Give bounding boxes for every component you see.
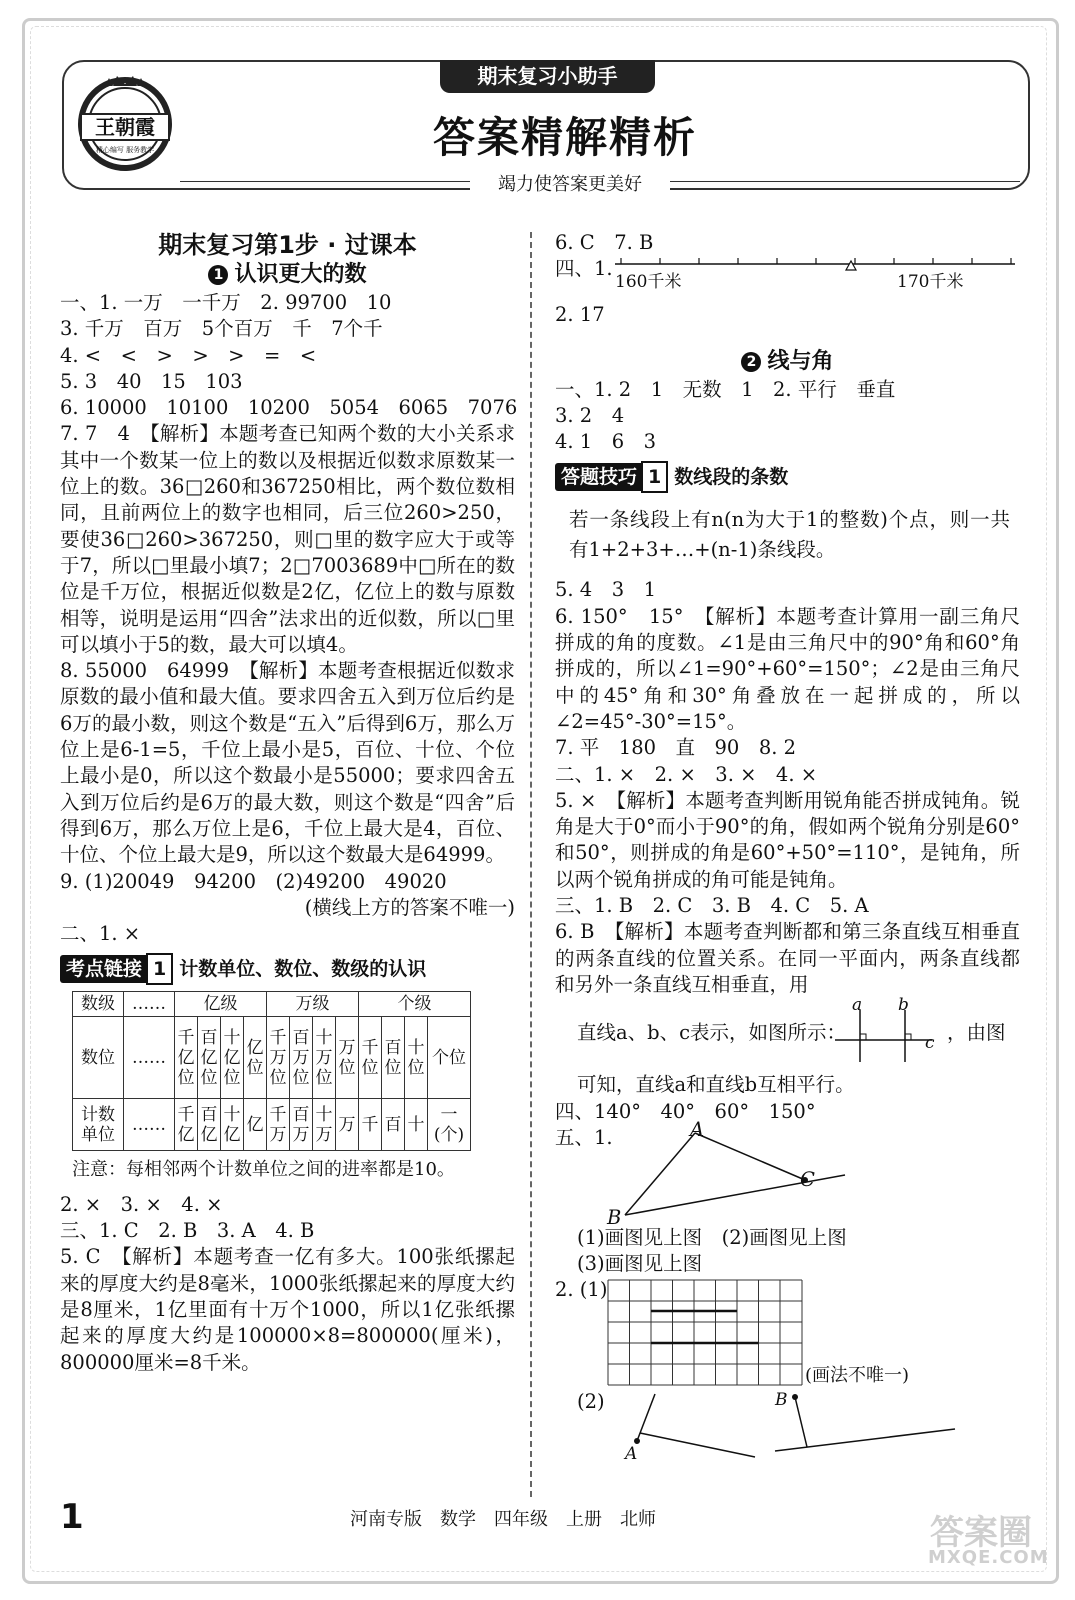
- answer-line: 7. 平 180 直 90 8. 2: [555, 736, 797, 760]
- table-note: 注意：每相邻两个计数单位之间的进率都是10。: [72, 1159, 455, 1181]
- answer-line: (3)画图见上图: [577, 1252, 703, 1276]
- subsection-title-2: 2 线与角: [555, 347, 1020, 377]
- watermark-url: MXQE.COM: [928, 1547, 1049, 1568]
- answer-q7: 7. 7 4 【解析】本题考查已知两个数的大小关系求其中一个数某一位上的数以及根据近似数求原数某一位上的数。36□260和367250相比，两个数位数相同，且前两位上的数字也相同，后三位260>250，要使36□260>367250，则□里的数字应大于或等于7，所以□里最小填7；2□7003689中□所在的数位是千万位，根据近似数是2亿，亿位上的数与原数相等，说明是运用“四舍”法求出的近似数，所以□里可以填小于5的数，最大可以填4。: [60, 422, 515, 656]
- parallel-lines-row: 直线a、b、c表示，如图所示： a b c ，由图: [555, 998, 1020, 1064]
- answer-line: 4. < < > > > = <: [60, 343, 317, 367]
- answer-line: 三、1. C 2. B 3. A 4. B: [60, 1219, 315, 1243]
- answer-line: 5. 4 3 1: [555, 578, 657, 602]
- answer-line: 2. × 3. × 4. ×: [60, 1192, 223, 1216]
- answer-line: 3. 2 4: [555, 403, 625, 427]
- answer-line: 二、1. ×: [60, 922, 141, 946]
- page-title: 答案精解精析: [432, 113, 697, 162]
- answer-q8: 8. 55000 64999 【解析】本题考查根据近似数求原数的最小值和最大值。要求四舍五入到万位后约是6万的最小数，则这个数是“五入”后得到6万，那么万位上是6-1=5，千位上最小是5，百位、十位、个位上最小是0，所以这个数最小是55000；要求四舍五入到万位后约是6万的最大数，则这个数是“四舍”后得到6万，那么万位上是6，千位上最大是4，百位、十位、个位上最大是9，所以这个数最大是64999。: [60, 659, 515, 867]
- perpendicular-row: (2) A B: [555, 1389, 1020, 1459]
- answer-q5: 5. × 【解析】本题考查判断用锐角能否拼成钝角。锐角是大于0°而小于90°的角，假如两个锐角分别是60°和50°，则拼成的角是60°+50°=110°，是钝角，所以两个锐角拼成的角可能是钝角。: [555, 788, 1020, 891]
- answer-line: 一、1. 一万 一千万 2. 99700 10: [60, 291, 392, 314]
- answer-q6b: 6. B 【解析】本题考查判断都和第三条直线互相垂直的两条直线的位置关系。在同一平面内，两条直线都和另外一条直线互相垂直，用: [555, 920, 1020, 996]
- answer-line: 4. 1 6 3: [555, 430, 657, 454]
- footer-text: 河南专版 数学 四年级 上册 北师: [350, 1509, 656, 1530]
- answer-line: 二、1. × 2. × 3. × 4. ×: [555, 762, 818, 786]
- page-number: 1: [60, 1497, 84, 1537]
- right-column: [555, 230, 1020, 1465]
- answer-line: 一、1. 2 1 无数 1 2. 平行 垂直: [555, 377, 896, 401]
- logo-subtext: 精心编写 服务教学: [95, 146, 155, 154]
- answer-q9-note: (横线上方的答案不唯一): [304, 895, 515, 919]
- answer-line: 四、140° 40° 60° 150°: [555, 1099, 816, 1123]
- triangle-figure: [595, 1125, 895, 1225]
- grid-row: 2. (1) (画法不唯一): [555, 1278, 910, 1387]
- answer-line: 3. 千万 百万 5个百万 千 7个千: [60, 317, 383, 341]
- tip-heading: 答题技巧 1 数线段的条数: [555, 461, 1020, 493]
- answer-q9: 9. (1)20049 94200 (2)49200 49020: [60, 869, 447, 893]
- logo-text: 王朝霞: [95, 115, 155, 139]
- subsection-title-1: 1 认识更大的数: [60, 260, 515, 290]
- answer-line: (1)画图见上图 (2)画图见上图: [577, 1225, 847, 1249]
- parallel-lines-figure: [830, 998, 940, 1064]
- answer-line: 三、1. B 2. C 3. B 4. C 5. A: [555, 894, 869, 918]
- units-table: 数级 …… 亿级 万级 个级 数位 …… 千亿位 百亿位 十亿位 亿位 千万位 百万位 十万位 万位 千位 百位 十位 个位 计数单位 …… 千亿 百亿 十亿 亿 千万 百万 十万 万 千 百 十 一(个): [72, 991, 471, 1151]
- answer-line: 6. C 7. B: [555, 231, 654, 254]
- triangle-row: 五、1. A B C: [555, 1125, 1020, 1225]
- section-title: 期末复习第1步 · 过课本: [158, 231, 417, 259]
- column-divider: [530, 232, 532, 1497]
- watermark: 答案圈: [930, 1513, 1032, 1553]
- answer-line: 2. 17: [555, 303, 605, 327]
- number-line-row: 四、1. 160千米 170千米: [555, 256, 1020, 288]
- answer-q6: 6. 150° 15° 【解析】本题考查计算用一副三角尺拼成的角的度数。∠1是由三角尺中的90°角和60°角拼成的，所以∠1=90°+60°=150°；∠2是由三角尺中的45°角和30°角叠放在一起拼成的，所以∠2=45°-30°=15°。: [555, 604, 1020, 733]
- logo: [75, 74, 175, 174]
- slogan: 竭力使答案更美好: [470, 170, 670, 196]
- answer-q5: 5. C 【解析】本题考查一亿有多大。100张纸摞起来的厚度大约是8毫米，1000张纸摞起来的厚度大约是8厘米，1亿里面有十万个1000，所以1亿张纸摞起来的厚度大约是100000×8=800000(厘米)，800000厘米=8千米。: [60, 1245, 515, 1374]
- tip-heading: 考点链接 1 计数单位、数位、数级的认识: [60, 953, 515, 985]
- answer-line: 可知，直线a和直线b互相平行。: [577, 1073, 855, 1097]
- answer-line: 6. 10000 10100 10200 5054 6065 7076: [60, 396, 518, 420]
- left-column: [60, 230, 518, 1376]
- header-banner: 期末复习小助手: [440, 60, 655, 93]
- tip-body: 若一条线段上有n(n为大于1的整数)个点，则一共有1+2+3+…+(n-1)条线段。: [569, 508, 1010, 562]
- perpendicular-figure: [595, 1389, 1015, 1459]
- answer-line: 5. 3 40 15 103: [60, 369, 243, 393]
- grid-figure: [607, 1279, 803, 1387]
